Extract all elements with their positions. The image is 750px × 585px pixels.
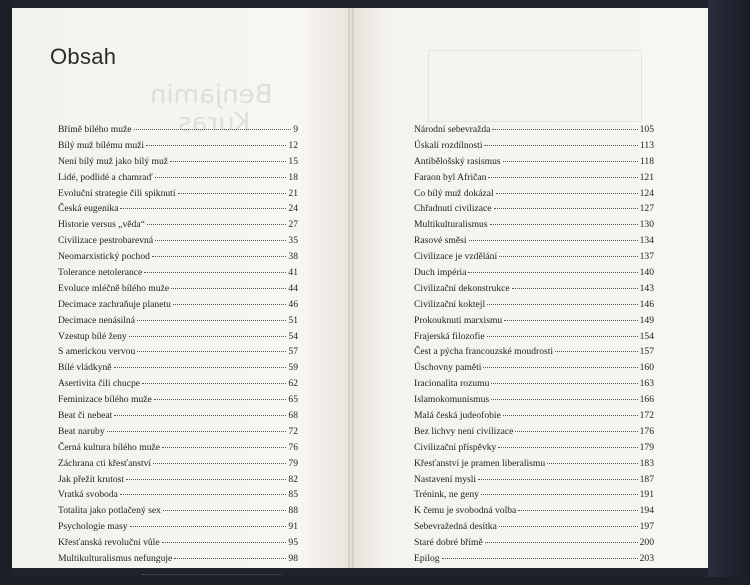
toc-entry-title: Frajerská filozofie xyxy=(414,330,485,342)
toc-entry-page-number: 146 xyxy=(639,298,654,310)
toc-entry-page-number: 82 xyxy=(288,473,298,485)
toc-entry xyxy=(58,346,298,362)
book-cover-left-edge xyxy=(0,0,12,577)
toc-entry xyxy=(58,251,298,267)
dot-leader xyxy=(483,366,637,368)
toc-entry-title: Evoluční strategie čili spiknutí xyxy=(58,187,176,199)
dot-leader xyxy=(503,160,638,162)
toc-entry-page-number: 124 xyxy=(639,187,654,199)
toc-entry-title: Civilizační příspěvky xyxy=(414,441,497,453)
toc-entry-page-number: 157 xyxy=(639,346,654,358)
toc-entry xyxy=(414,299,654,315)
dot-leader xyxy=(137,319,286,321)
toc-entry-title: Epilog xyxy=(414,553,440,565)
toc-entry xyxy=(58,553,298,569)
toc-entry-page-number: 59 xyxy=(288,362,298,374)
toc-entry-title: Tolerance netolerance xyxy=(58,267,143,279)
toc-entry-title: Čest a pýcha francouzské moudrosti xyxy=(414,346,554,358)
dot-leader xyxy=(114,366,287,368)
toc-entry-page-number: 15 xyxy=(288,155,298,167)
dot-leader xyxy=(146,144,286,146)
toc-entry-page-number: 183 xyxy=(639,457,654,469)
toc-entry-page-number: 137 xyxy=(639,251,654,263)
dot-leader xyxy=(491,398,637,400)
toc-entry xyxy=(414,505,654,521)
dot-leader xyxy=(120,493,287,495)
toc-entry-page-number: 79 xyxy=(288,457,298,469)
toc-entry-page-number: 18 xyxy=(288,171,298,183)
toc-entry-page-number: 54 xyxy=(288,330,298,342)
toc-entry-title: Úschovny paměti xyxy=(414,362,482,374)
toc-entry-page-number: 166 xyxy=(639,394,654,406)
toc-entry xyxy=(58,299,298,315)
toc-entry-page-number: 197 xyxy=(639,521,654,533)
toc-entry xyxy=(414,156,654,172)
toc-entry-title: Civilizační koktejl xyxy=(414,298,486,310)
toc-entry xyxy=(58,410,298,426)
toc-entry xyxy=(414,315,654,331)
toc-entry-page-number: 203 xyxy=(639,553,654,565)
dot-leader xyxy=(485,541,638,543)
dot-leader xyxy=(487,303,637,305)
toc-entry xyxy=(414,537,654,553)
toc-entry xyxy=(58,362,298,378)
toc-entry xyxy=(58,156,298,172)
dot-leader xyxy=(499,525,638,527)
toc-entry xyxy=(414,203,654,219)
toc-entry-page-number: 105 xyxy=(639,124,654,135)
toc-entry-page-number: 12 xyxy=(288,139,298,151)
toc-entry-page-number: 200 xyxy=(639,537,654,549)
toc-entry-title: Multikulturalismus xyxy=(414,219,488,231)
toc-entry xyxy=(58,219,298,235)
toc-entry-page-number: 46 xyxy=(288,298,298,310)
toc-entry xyxy=(414,553,654,569)
dot-leader xyxy=(163,509,286,511)
toc-entry-page-number: 21 xyxy=(288,187,298,199)
toc-entry-title: Záchrana cti křesťanství xyxy=(58,457,152,469)
dot-leader xyxy=(469,239,638,241)
toc-entry-page-number: 88 xyxy=(288,505,298,517)
toc-entry-page-number: 51 xyxy=(288,314,298,326)
toc-entry-title: Multikulturalismus nefunguje xyxy=(58,553,173,565)
toc-entry xyxy=(414,346,654,362)
toc-entry-page-number: 187 xyxy=(639,473,654,485)
toc-right-list xyxy=(414,124,654,569)
toc-entry xyxy=(414,124,654,140)
toc-entry-title: Asertivita čili chucpe xyxy=(58,378,141,390)
toc-entry xyxy=(58,331,298,347)
toc-entry xyxy=(414,140,654,156)
toc-entry-title: Neomarxistický pochod xyxy=(58,251,150,263)
toc-entry-title: Beat či nebeat xyxy=(58,410,113,422)
toc-entry xyxy=(414,442,654,458)
dot-leader xyxy=(107,430,287,432)
dot-leader xyxy=(129,335,287,337)
toc-entry-title: Civilizace je vzdělání xyxy=(414,251,498,263)
toc-entry-page-number: 91 xyxy=(288,521,298,533)
toc-entry xyxy=(58,426,298,442)
toc-entry-page-number: 41 xyxy=(288,267,298,279)
toc-entry-page-number: 118 xyxy=(639,155,654,167)
toc-entry-title: Decimace zachraňuje planetu xyxy=(58,298,171,310)
toc-entry-title: Co bílý muž dokázal xyxy=(414,187,494,199)
dot-leader xyxy=(496,192,638,194)
toc-entry-page-number: 44 xyxy=(288,282,298,294)
dot-leader xyxy=(155,239,286,241)
toc-entry-title: Černá kultura bílého muže xyxy=(58,441,161,453)
dot-leader xyxy=(174,557,286,559)
toc-entry xyxy=(414,378,654,394)
dot-leader xyxy=(178,192,287,194)
page-title: Obsah xyxy=(50,44,117,69)
dot-leader xyxy=(120,207,286,209)
dot-leader xyxy=(147,223,287,225)
dot-leader xyxy=(153,462,286,464)
dot-leader xyxy=(491,382,637,384)
toc-entry-title: Vratká svoboda xyxy=(58,489,118,501)
toc-entry-page-number: 130 xyxy=(639,219,654,231)
toc-entry-title: S americkou vervou xyxy=(58,346,136,358)
toc-entry-title: Národní sebevražda xyxy=(414,124,491,135)
dot-leader xyxy=(442,557,638,559)
toc-entry xyxy=(414,394,654,410)
toc-entry-title: Prokouknutí marxismu xyxy=(414,314,503,326)
dot-leader xyxy=(155,176,287,178)
toc-entry-page-number: 85 xyxy=(288,489,298,501)
dot-leader xyxy=(170,160,286,162)
dot-leader xyxy=(487,335,638,337)
dot-leader xyxy=(130,525,287,527)
toc-entry-page-number: 101 xyxy=(283,568,298,580)
toc-entry-title: Historie versus „věda“ xyxy=(58,219,145,231)
dot-leader xyxy=(171,287,286,289)
toc-entry-title: Duch impéria xyxy=(414,267,467,279)
toc-entry-page-number: 127 xyxy=(639,203,654,215)
toc-entry-page-number: 121 xyxy=(639,171,654,183)
toc-entry-title: Rasové směsi xyxy=(414,235,467,247)
toc-entry xyxy=(414,172,654,188)
toc-entry xyxy=(58,442,298,458)
dot-leader xyxy=(114,414,286,416)
toc-entry-page-number: 140 xyxy=(639,267,654,279)
dot-leader xyxy=(137,350,286,352)
dot-leader xyxy=(492,128,637,130)
toc-entry xyxy=(58,267,298,283)
toc-entry-page-number: 24 xyxy=(288,203,298,215)
dot-leader xyxy=(484,144,637,146)
toc-entry-page-number: 68 xyxy=(288,410,298,422)
toc-entry-title: Lidé, podlidé a chamraď xyxy=(58,171,153,183)
bleed-through-author-first: Benjamin xyxy=(150,80,273,110)
toc-entry-page-number: 98 xyxy=(288,553,298,565)
dot-leader xyxy=(512,287,638,289)
toc-entry-title: Decimace nenásilná xyxy=(58,314,135,326)
toc-entry xyxy=(414,219,654,235)
dot-leader xyxy=(162,446,286,448)
toc-entry-title: Bílé vládkyně xyxy=(58,362,112,374)
toc-entry-title: Civilizační dekonstrukce xyxy=(414,282,510,294)
dot-leader xyxy=(490,223,638,225)
toc-entry-title: Feminizace bílého muže xyxy=(58,394,152,406)
dot-leader xyxy=(488,176,637,178)
dot-leader xyxy=(478,478,638,480)
book-spine xyxy=(348,8,354,568)
toc-entry xyxy=(58,489,298,505)
toc-entry-title: Úskalí rozdílnosti xyxy=(414,139,483,151)
toc-entry-title: Křesťanství je pramen liberalismu xyxy=(414,457,546,469)
toc-entry xyxy=(414,489,654,505)
toc-entry xyxy=(414,458,654,474)
toc-entry xyxy=(58,203,298,219)
toc-entry xyxy=(414,410,654,426)
toc-entry-title: Staré dobré břímě xyxy=(414,537,483,549)
dot-leader xyxy=(503,414,638,416)
toc-entry-page-number: 149 xyxy=(639,314,654,326)
dot-leader xyxy=(481,493,638,495)
dot-leader xyxy=(499,255,638,257)
toc-entry xyxy=(58,140,298,156)
dot-leader xyxy=(126,478,286,480)
book-cover-right-edge xyxy=(708,0,750,577)
toc-entry xyxy=(414,521,654,537)
dot-leader xyxy=(504,319,637,321)
toc-entry-title: Vymírání a hloupnutí xyxy=(58,568,140,580)
toc-entry xyxy=(414,362,654,378)
toc-entry-page-number: 38 xyxy=(288,251,298,263)
dot-leader xyxy=(142,573,282,575)
toc-entry xyxy=(414,283,654,299)
toc-entry xyxy=(58,378,298,394)
toc-entry xyxy=(58,235,298,251)
toc-entry-title: Křesťanská revoluční vůle xyxy=(58,537,160,549)
dot-leader xyxy=(515,430,637,432)
toc-entry xyxy=(58,394,298,410)
toc-entry-title: Nastavení mysli xyxy=(414,473,477,485)
toc-entry-page-number: 191 xyxy=(639,489,654,501)
toc-entry-page-number: 194 xyxy=(639,505,654,517)
toc-entry xyxy=(414,426,654,442)
toc-entry-page-number: 113 xyxy=(639,139,654,151)
toc-entry-page-number: 62 xyxy=(288,378,298,390)
toc-entry-page-number: 76 xyxy=(288,441,298,453)
toc-entry-page-number: 27 xyxy=(288,219,298,231)
toc-entry-title: Faraon byl Afričan xyxy=(414,171,487,183)
toc-entry-title: Trénink, ne geny xyxy=(414,489,479,501)
toc-entry xyxy=(58,537,298,553)
toc-entry-title: Chřadnutí civilizace xyxy=(414,203,492,215)
toc-entry-title: Malá česká judeofobie xyxy=(414,410,501,422)
toc-entry-title: Sebevražedná desítka xyxy=(414,521,497,533)
toc-entry-page-number: 9 xyxy=(293,124,298,135)
toc-entry-page-number: 160 xyxy=(639,362,654,374)
dot-leader xyxy=(134,128,292,130)
dot-leader xyxy=(142,382,286,384)
toc-entry-title: K čemu je svobodná volba xyxy=(414,505,517,517)
toc-entry-title: Není bílý muž jako bílý muž xyxy=(58,155,169,167)
dot-leader xyxy=(144,271,286,273)
toc-entry xyxy=(58,458,298,474)
toc-entry-page-number: 163 xyxy=(639,378,654,390)
toc-entry-title: Česká eugenika xyxy=(58,203,119,215)
dot-leader xyxy=(468,271,637,273)
toc-entry-title: Antibělošský rasismus xyxy=(414,155,501,167)
toc-entry-page-number: 176 xyxy=(639,425,654,437)
toc-entry xyxy=(58,172,298,188)
toc-entry-page-number: 134 xyxy=(639,235,654,247)
toc-entry xyxy=(58,521,298,537)
toc-entry-title: Jak přežít krutost xyxy=(58,473,125,485)
dot-leader xyxy=(518,509,637,511)
toc-entry xyxy=(414,267,654,283)
toc-entry xyxy=(58,188,298,204)
toc-entry-title: Beat naruby xyxy=(58,425,105,437)
toc-entry-title: Totalita jako potlačený sex xyxy=(58,505,161,517)
toc-entry-title: Břímě bílého muže xyxy=(58,124,132,135)
toc-left-list xyxy=(58,124,298,585)
dot-leader xyxy=(547,462,637,464)
dot-leader xyxy=(154,398,287,400)
toc-entry xyxy=(58,505,298,521)
toc-entry-title: Civilizace pestrobarevná xyxy=(58,235,154,247)
toc-entry xyxy=(58,315,298,331)
toc-entry-page-number: 143 xyxy=(639,282,654,294)
toc-entry-title: Vzestup bílé ženy xyxy=(58,330,127,342)
toc-entry-page-number: 179 xyxy=(639,441,654,453)
toc-entry-page-number: 72 xyxy=(288,425,298,437)
toc-entry-page-number: 172 xyxy=(639,410,654,422)
dot-leader xyxy=(173,303,286,305)
toc-entry-page-number: 35 xyxy=(288,235,298,247)
toc-entry xyxy=(58,474,298,490)
toc-entry-title: Psychologie masy xyxy=(58,521,128,533)
dot-leader xyxy=(555,350,638,352)
dot-leader xyxy=(162,541,287,543)
toc-entry-title: Iracionalita rozumu xyxy=(414,378,490,390)
bleed-through-box xyxy=(428,50,642,122)
toc-entry xyxy=(414,251,654,267)
toc-entry-page-number: 57 xyxy=(288,346,298,358)
dot-leader xyxy=(152,255,286,257)
toc-entry-page-number: 154 xyxy=(639,330,654,342)
toc-entry xyxy=(414,474,654,490)
toc-entry-page-number: 65 xyxy=(288,394,298,406)
toc-entry-title: Bílý muž bílému muži xyxy=(58,139,145,151)
toc-entry-page-number: 95 xyxy=(288,537,298,549)
toc-entry xyxy=(414,188,654,204)
dot-leader xyxy=(498,446,637,448)
toc-entry-title: Evoluce mléčně bílého muže xyxy=(58,282,170,294)
dot-leader xyxy=(494,207,638,209)
bleed-through-author-last: Kuras xyxy=(178,108,251,138)
toc-entry xyxy=(414,331,654,347)
toc-entry xyxy=(58,124,298,140)
toc-entry-title: Islamokomunismus xyxy=(414,394,490,406)
toc-entry xyxy=(58,283,298,299)
toc-entry xyxy=(414,235,654,251)
toc-entry-title: Bez lichvy není civilizace xyxy=(414,425,514,437)
